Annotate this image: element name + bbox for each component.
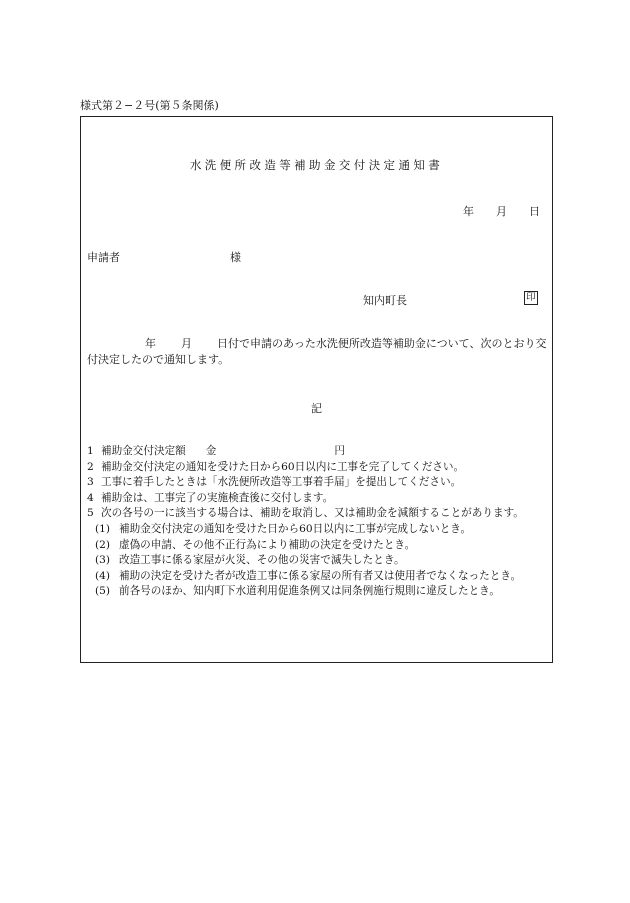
sub-item-text: 虚偽の申請、その他不正行為により補助の決定を受けたとき。 [119,538,416,551]
date-month: 月 [496,205,507,218]
date-day: 日 [529,205,540,218]
sub-item-text: 補助金交付決定の通知を受けた日から60日以内に工事が完成しないとき。 [119,522,472,535]
item-text: 工事に着手したときは「水洗便所改造等工事着手届」を提出してください。 [101,476,462,489]
sub-item-number: (5) [95,585,111,598]
item-text: 補助金交付決定の通知を受けた日から60日以内に工事を完了してください。 [101,460,465,473]
sub-item-number: (3) [95,554,111,567]
date-year: 年 [463,205,474,218]
sub-item [87,522,551,538]
applicant-honorific: 様 [230,251,241,264]
item-number: 3 [87,476,94,489]
body-year: 年 [145,337,156,350]
seal-mark: 印 [524,291,538,305]
list-item [87,506,551,522]
notice-frame [80,116,553,663]
sub-item-number: (4) [95,569,111,582]
list-item [87,444,551,460]
list-item [87,475,551,491]
item-text: 補助金交付決定額 [101,445,186,457]
sub-item [87,569,551,585]
list-item [87,460,551,476]
sub-item-text: 前各号のほか、知内町下水道利用促進条例又は同条例施行規則に違反したとき。 [119,585,500,598]
sub-item [87,584,551,600]
item-number: 1 [87,445,94,457]
issuer-name: 知内町長 [363,294,407,307]
sub-item [87,538,551,554]
sub-item-number: (2) [95,538,111,551]
body-paragraph [87,336,549,368]
list-item [87,491,551,507]
date-line [463,203,540,219]
ki-heading: 記 [311,402,322,415]
applicant-line [87,249,241,265]
sub-item-number: (1) [95,522,111,535]
applicant-label: 申請者 [87,251,120,264]
item-number: 2 [87,460,94,473]
item-text: 補助金は、工事完了の実施検査後に交付します。 [101,491,334,504]
amount-kin: 金 [205,445,217,457]
sub-item-text: 改造工事に係る家屋が火災、その他の災害で滅失したとき。 [119,554,405,567]
form-number: 様式第２−２号(第５条関係) [80,99,219,112]
body-text: 日付で申請のあった水洗便所改造等補助金について、次のとおり交付決定したので通知します。 [87,337,547,366]
conditions-list [87,444,551,600]
amount-en: 円 [334,445,345,457]
sub-item [87,553,551,569]
document-title: 水洗便所改造等補助金交付決定通知書 [189,158,444,172]
body-month: 月 [181,337,192,350]
item-number: 5 [87,507,94,520]
sub-item-text: 補助の決定を受けた者が改造工事に係る家屋の所有者又は使用者でなくなったとき。 [119,569,522,582]
item-text: 次の各号の一に該当する場合は、補助を取消し、又は補助金を減額することがあります。 [101,507,524,520]
item-number: 4 [87,491,94,504]
